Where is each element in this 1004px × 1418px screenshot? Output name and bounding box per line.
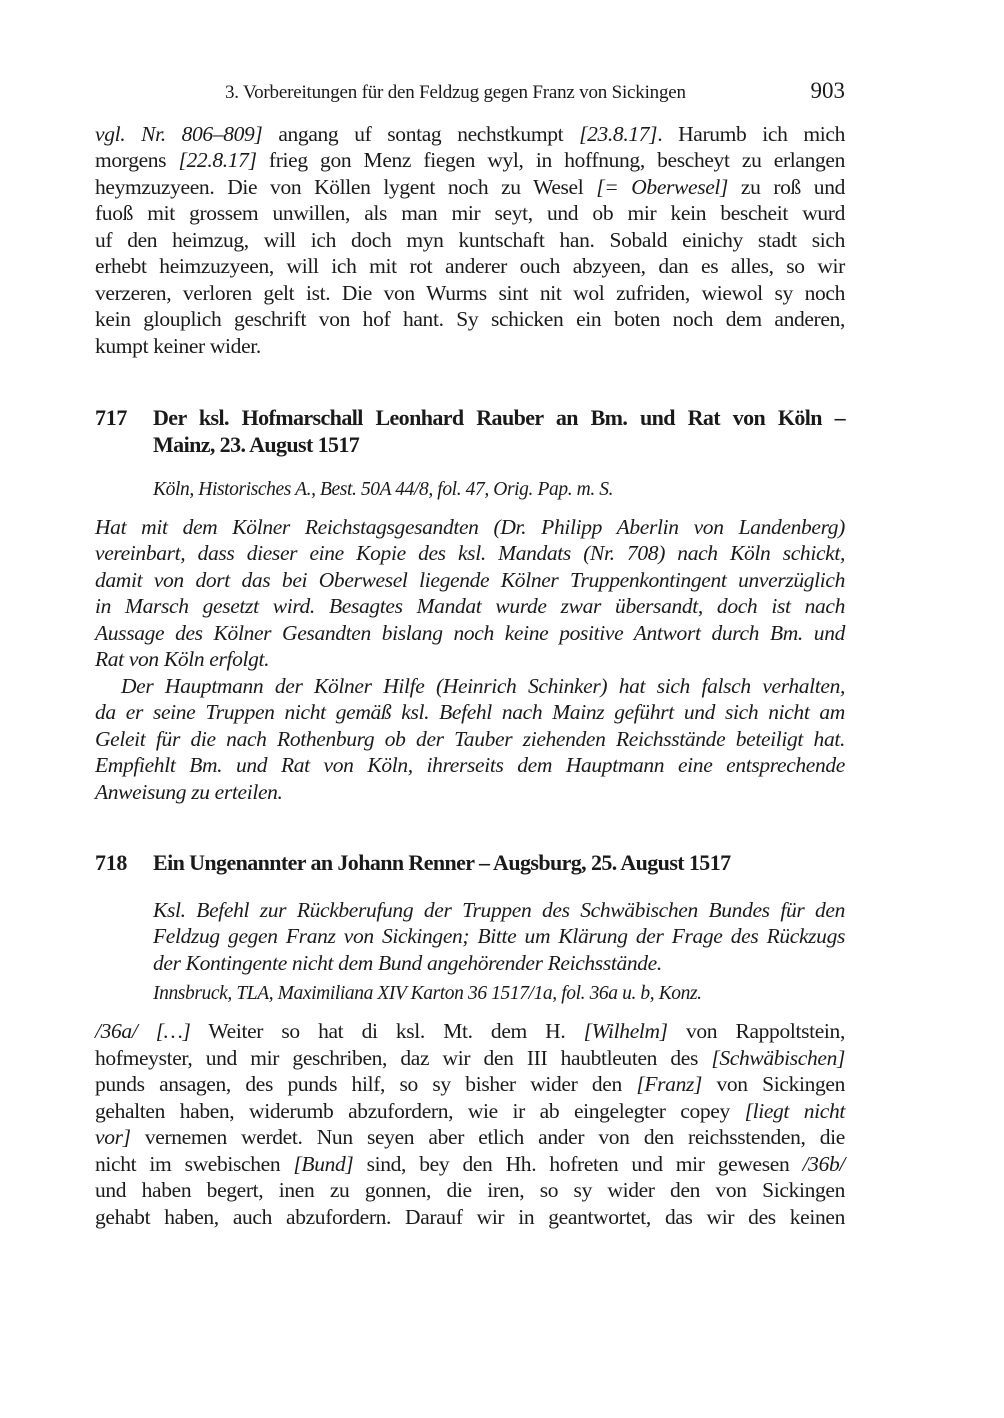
text-line: vor] vernemen werdet. Nun seyen aber etlich ander von den reichsstenden, die (95, 1125, 845, 1149)
regest-line: in Marsch gesetzt wird. Besagtes Mandat wurde zwar übersandt, doch ist nach (95, 594, 845, 618)
summary-line: der Kontingente nicht dem Bund angehörender Reichsstände. (153, 951, 662, 975)
page-number: 903 (810, 78, 845, 103)
text-line: gehabt haben, auch abzufordern. Darauf wir in geantwortet, das wir des keinen (95, 1205, 845, 1229)
text-line: vgl. Nr. 806–809] angang uf sontag nechstkumpt [23.8.17]. Harumb ich mich (95, 122, 845, 146)
summary-line: Ksl. Befehl zur Rückberufung der Truppen des Schwäbischen Bundes für den (153, 898, 845, 922)
chapter-title: 3. Vorbereitungen für den Feldzug gegen Franz von Sickingen (225, 82, 686, 103)
text-line: fuoß mit grossem unwillen, als man mir seyt, und ob mir kein bescheit wurd (95, 201, 845, 225)
summary-line: Feldzug gegen Franz von Sickingen; Bitte um Klärung der Frage des Rückzugs (153, 924, 845, 948)
text-line: morgens [22.8.17] frieg gon Menz fiegen wyl, in hoffnung, bescheyt zu erlangen (95, 148, 845, 172)
text-line: hofmeyster, und mir geschriben, daz wir den III haubtleuten des [Schwäbischen] (95, 1046, 845, 1070)
entry-number: 717 (95, 405, 128, 430)
regest-line: Der Hauptmann der Kölner Hilfe (Heinrich Schinker) hat sich falsch verhalten, (121, 674, 845, 698)
text-line: kein glouplich geschrift von hof hant. Sy schicken ein boten noch dem anderen, (95, 307, 845, 331)
text-line: punds ansagen, des punds hilf, so sy bisher wider den [Franz] von Sickingen (95, 1072, 846, 1096)
running-head (95, 80, 845, 106)
text-line: heymzuzyeen. Die von Köllen lygent noch zu Wesel [= Oberwesel] zu roß und (95, 175, 845, 199)
regest-line: Hat mit dem Kölner Reichstagsgesandten (Dr. Philipp Aberlin von Landenberg) (95, 515, 845, 539)
entry-title: Mainz, 23. August 1517 (153, 432, 360, 457)
text-line: kumpt keiner wider. (95, 334, 261, 358)
archival-source: Innsbruck, TLA, Maximiliana XIV Karton 36 1517/1a, fol. 36a u. b, Konz. (153, 983, 702, 1004)
text-line: erhebt heimzuzyeen, will ich mit rot anderer ouch abzyeen, dan es alles, so wir (95, 254, 845, 278)
regest-line: Geleit für die nach Rothenburg ob der Tauber ziehenden Reichsstände beteiligt hat. (95, 727, 845, 751)
entry-number: 718 (95, 850, 128, 875)
text-line: verzeren, verloren gelt ist. Die von Wurms sint nit wol zufriden, wiewol sy noch (95, 281, 845, 305)
text-line: nicht im swebischen [Bund] sind, bey den Hh. hofreten und mir gewesen /36b/ (95, 1152, 845, 1176)
text-line: uf den heimzug, will ich doch myn kuntschaft han. Sobald einichy stadt sich (95, 228, 845, 252)
regest-line: Rat von Köln erfolgt. (95, 647, 270, 671)
entry-title: Der ksl. Hofmarschall Leonhard Rauber an Bm. und Rat von Köln – (153, 405, 845, 430)
regest-line: Anweisung zu erteilen. (95, 780, 283, 804)
entry-title: Ein Ungenannter an Johann Renner – Augsburg, 25. August 1517 (153, 850, 731, 875)
text-line: gehalten haben, widerumb abzufordern, wie ir ab eingelegter copey [liegt nicht (95, 1099, 845, 1123)
regest-line: da er seine Truppen nicht gemäß ksl. Befehl nach Mainz geführt und sich nicht am (95, 700, 845, 724)
regest-line: Empfiehlt Bm. und Rat von Köln, ihrerseits dem Hauptmann eine entsprechende (95, 753, 845, 777)
regest-line: vereinbart, dass dieser eine Kopie des ksl. Mandats (Nr. 708) nach Köln schickt, (95, 541, 845, 565)
regest-line: damit von dort das bei Oberwesel liegende Kölner Truppenkontingent unverzüglich (95, 568, 845, 592)
text-line: /36a/ […] Weiter so hat di ksl. Mt. dem H. [Wilhelm] von Rappoltstein, (95, 1019, 845, 1043)
text-line: und haben begert, inen zu gonnen, die iren, so sy wider den von Sickingen (95, 1178, 845, 1202)
archival-source: Köln, Historisches A., Best. 50A 44/8, fol. 47, Orig. Pap. m. S. (153, 479, 614, 500)
regest-line: Aussage des Kölner Gesandten bislang noch keine positive Antwort durch Bm. und (95, 621, 845, 645)
